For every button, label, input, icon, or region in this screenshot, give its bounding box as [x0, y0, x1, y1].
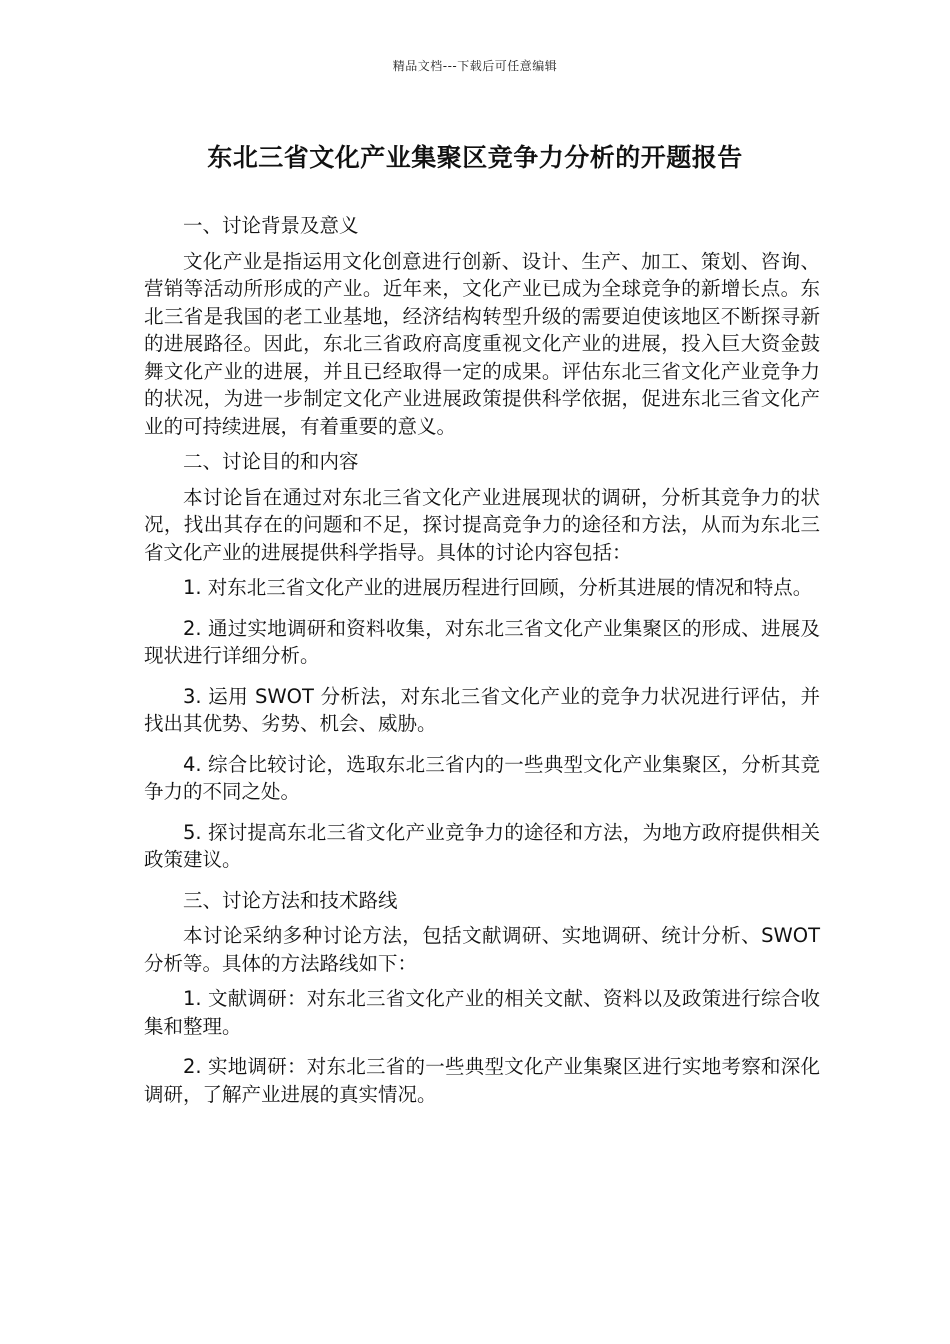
document-title: 东北三省文化产业集聚区竞争力分析的开题报告 — [207, 143, 743, 172]
section-heading-purpose: 二、讨论目的和内容 — [183, 450, 359, 473]
paragraph-purpose: 本讨论旨在通过对东北三省文化产业进展现状的调研，分析其竞争力的状况，找出其存在的问题和不足，探讨提高竞争力的途径和方法，从而为东北三省文化产业的进展提供科学指导。具体的讨论内容包括： — [144, 485, 820, 564]
list-item: 4. 综合比较讨论，选取东北三省内的一些典型文化产业集聚区，分析其竞争力的不同之处。 — [144, 752, 820, 803]
list-item: 3. 运用 SWOT 分析法，对东北三省文化产业的竞争力状况进行评估，并找出其优势、劣势、机会、威胁。 — [144, 684, 820, 735]
section-heading-methods: 三、讨论方法和技术路线 — [183, 888, 398, 912]
list-item: 1. 对东北三省文化产业的进展历程进行回顾，分析其进展的情况和特点。 — [183, 576, 813, 599]
list-item: 1. 文献调研：对东北三省文化产业的相关文献、资料以及政策进行综合收集和整理。 — [144, 987, 820, 1038]
list-item: 5. 探讨提高东北三省文化产业竞争力的途径和方法，为地方政府提供相关政策建议。 — [144, 820, 820, 871]
list-item: 2. 通过实地调研和资料收集，对东北三省文化产业集聚区的形成、进展及现状进行详细分析。 — [144, 616, 820, 667]
paragraph-background: 文化产业是指运用文化创意进行创新、设计、生产、加工、策划、咨询、营销等活动所形成的产业。近年来，文化产业已成为全球竞争的新增长点。东北三省是我国的老工业基地，经济结构转型升级的需要迫使该地区不断探寻新的进展路径。因此，东北三省政府高度重视文化产业的进展，投入巨大资金鼓舞文化产业的进展，并且已经取得一定的成果。评估东北三省文化产业竞争力的状况，为进一步制定文化产业进展政策提供科学依据，促进东北三省文化产业的可持续进展，有着重要的意义。 — [144, 249, 820, 438]
section-heading-background: 一、讨论背景及意义 — [183, 214, 359, 237]
header-note: 精品文档---下载后可任意编辑 — [392, 59, 558, 73]
document-body — [144, 212, 820, 1121]
paragraph-methods: 本讨论采纳多种讨论方法，包括文献调研、实地调研、统计分析、SWOT 分析等。具体的方法路线如下： — [144, 924, 820, 975]
list-item: 2. 实地调研：对东北三省的一些典型文化产业集聚区进行实地考察和深化调研，了解产业进展的真实情况。 — [144, 1055, 820, 1106]
